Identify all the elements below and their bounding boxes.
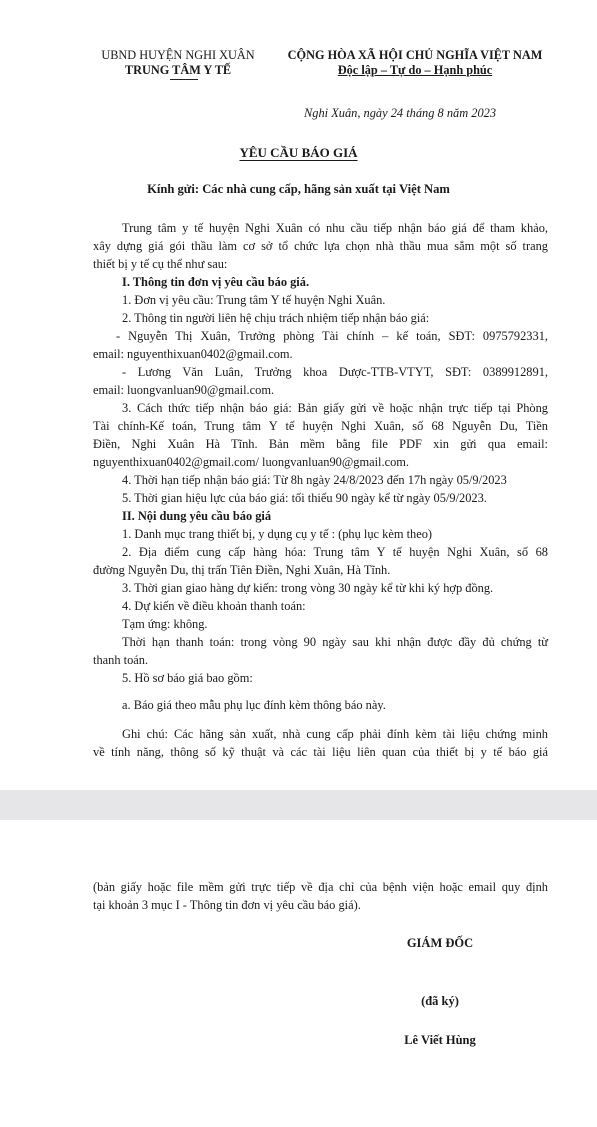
body-line: xây dựng giá gói thầu làm cơ sở tổ chức lựa chọn nhà thầu mua sắm một số trang	[93, 239, 548, 253]
body-line: email: nguyenthixuan0402@gmail.com.	[93, 347, 293, 361]
body-line: - Lương Văn Luân, Trưởng khoa Dược-TTB-VTYT, SĐT: 0389912891,	[122, 365, 548, 379]
nation-motto: Độc lập – Tự do – Hạnh phúc	[337, 63, 493, 77]
body-line: Ghi chú: Các hãng sản xuất, nhà cung cấp phải đính kèm tài liệu chứng minh	[122, 727, 548, 741]
document-date: Nghi Xuân, ngày 24 tháng 8 năm 2023	[304, 106, 497, 120]
salutation: Kính gửi: Các nhà cung cấp, hãng sản xuất tại Việt Nam	[147, 182, 450, 196]
section-heading-1: I. Thông tin đơn vị yêu cầu báo giá.	[122, 275, 310, 289]
body-line: Tạm ứng: không.	[122, 617, 208, 631]
body-line: 2. Thông tin người liên hệ chịu trách nhiệm tiếp nhận báo giá:	[122, 311, 430, 325]
body-line: a. Báo giá theo mẫu phụ lục đính kèm thông báo này.	[122, 698, 386, 712]
signature-name: Lê Viết Hùng	[404, 1033, 476, 1047]
body-line: 3. Cách thức tiếp nhận báo giá: Bản giấy gửi về hoặc nhận trực tiếp tại Phòng	[122, 401, 548, 415]
body-line: Điền, Nghi Xuân Hà Tĩnh. Bản mềm bằng file PDF xin gửi qua email:	[93, 437, 548, 451]
body-line: 5. Thời gian hiệu lực của báo giá: tối thiểu 90 ngày kể từ ngày 05/9/2023.	[122, 491, 487, 505]
body-line: 5. Hồ sơ báo giá bao gồm:	[122, 671, 253, 685]
nation-title: CỘNG HÒA XÃ HỘI CHỦ NGHĨA VIỆT NAM	[287, 48, 543, 62]
body-line: 4. Dự kiến về điều khoản thanh toán:	[122, 599, 306, 613]
body-line: Trung tâm y tế huyện Nghi Xuân có nhu cầu tiếp nhận báo giá để tham khảo,	[122, 221, 548, 235]
body-line: nguyenthixuan0402@gmail.com/ luongvanluan90@gmail.com.	[93, 455, 410, 469]
body-line: 3. Thời gian giao hàng dự kiến: trong vòng 30 ngày kể từ khi ký hợp đồng.	[122, 581, 494, 595]
body-line: tại khoản 3 mục I - Thông tin đơn vị yêu cầu báo giá).	[93, 898, 361, 912]
body-line: - Nguyễn Thị Xuân, Trưởng phòng Tài chính – kế toán, SĐT: 0975792331,	[116, 329, 548, 343]
body-line: Tài chính-Kế toán, Trung tâm Y tế huyện Nghi Xuân, số 68 Nguyễn Du, Tiền	[93, 419, 548, 433]
body-line: 4. Thời hạn tiếp nhận báo giá: Từ 8h ngày 24/8/2023 đến 17h ngày 05/9/2023	[122, 473, 507, 487]
org-underline	[170, 79, 198, 80]
body-line: đường Nguyễn Du, thị trấn Tiên Điền, Nghi Xuân, Hà Tĩnh.	[93, 563, 391, 577]
org-name: UBND HUYỆN NGHI XUÂN	[101, 48, 255, 62]
signature-role: GIÁM ĐỐC	[406, 936, 474, 950]
body-line: thiết bị y tế cụ thể như sau:	[93, 257, 228, 271]
body-line: email: luongvanluan90@gmail.com.	[93, 383, 275, 397]
section-heading-2: II. Nội dung yêu cầu báo giá	[122, 509, 272, 523]
document-page-2	[0, 820, 597, 1127]
body-line: về tính năng, thông số kỹ thuật và các tài liệu liên quan của thiết bị y tế báo giá	[93, 745, 548, 759]
body-line: thanh toán.	[93, 653, 149, 667]
body-line: Thời hạn thanh toán: trong vòng 90 ngày sau khi nhận được đầy đủ chứng từ	[122, 635, 548, 649]
body-line: 1. Danh mục trang thiết bị, y dụng cụ y tế : (phụ lục kèm theo)	[122, 527, 433, 541]
document-title	[0, 145, 597, 161]
body-line: 1. Đơn vị yêu cầu: Trung tâm Y tế huyện Nghi Xuân.	[122, 293, 386, 307]
org-unit: TRUNG TÂM Y TẾ	[124, 63, 232, 77]
body-line: 2. Địa điểm cung cấp hàng hóa: Trung tâm Y tế huyện Nghi Xuân, số 68	[122, 545, 548, 559]
signature-signed: (đã ký)	[421, 994, 459, 1008]
body-line: (bản giấy hoặc file mềm gửi trực tiếp về địa chỉ của bệnh viện hoặc email quy định	[93, 880, 548, 894]
document-title-text: YÊU CẦU BÁO GIÁ	[239, 145, 358, 160]
